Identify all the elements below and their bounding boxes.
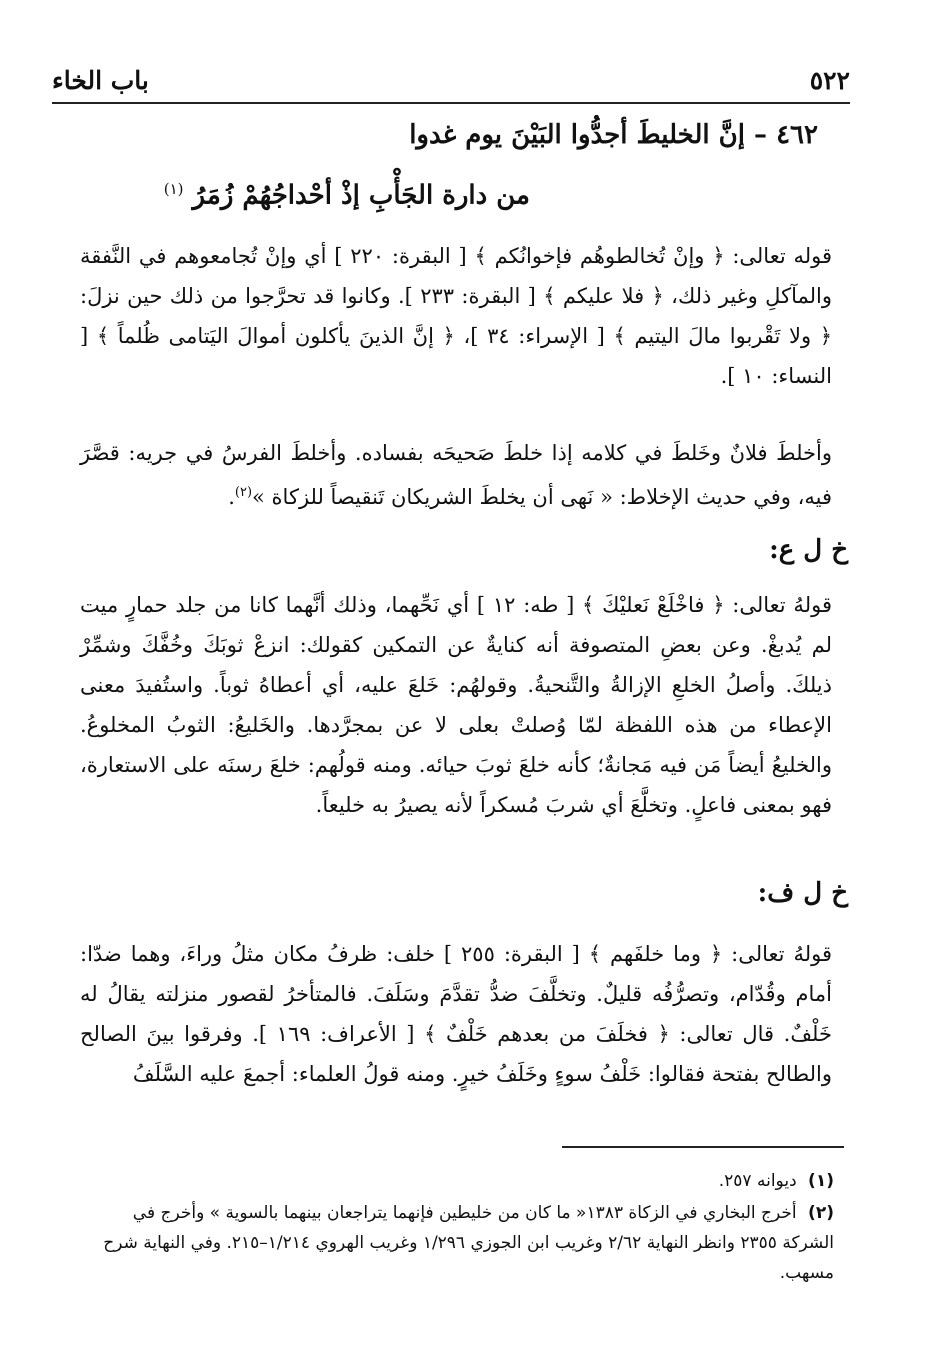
footnote-number: (١): [808, 1171, 834, 1191]
paragraph-3: قولهُ تعالى: ﴿ فاخْلَعْ نَعليْكَ ﴾ [ طه: ١٢ ] أي نَحِّهما، وذلك أنَّهما كانا من جلد حمارٍ ميت لم يُدبغْ. وعن بعضِ المتصوفة أنه كنايةٌ عن التمكين كقولك: انزعْ ثوبَكَ وخُفَّكَ وشمِّرْ ذيلكَ. وأصلُ الخلعِ الإزالةُ والتَّنحيةُ. وقولهُم: خَلعَ عليه، أي أعطاهُ ثوباً. واستُفيدَ معنى الإعطاء من هذه اللفظة لمّا وُصلتْ بعلى لا عن بمجرَّدها. والخَليعُ: الثوبُ المخلوعُ. والخليعُ أيضاً مَن فيه مَجانةٌ؛ كأنه خلعَ ثوبَ حيائه. ومنه قولُهم: خلعَ رسنَه على الاستعارة، فهو بمعنى فاعلٍ. وتخلَّعَ أي شربَ مُسكراً لأنه يصيرُ به خليعاً.: [80, 593, 832, 817]
verse-line-1: ٤٦٢ – إنَّ الخليطَ أجدُّوا البَيْنَ يوم غدوا: [409, 120, 818, 150]
footnote-marker: (١): [163, 180, 184, 198]
paragraph-4: قولهُ تعالى: ﴿ وما خلفَهم ﴾ [ البقرة: ٢٥٥ ] خلف: ظرفُ مكان مثلُ وراءَ، وهما ضدّا: أمام وقُدّام، وتصرُّفُه قليلٌ. وتخلَّفَ ضدُّ تقدَّمَ وسَلَفَ. فالمتأخرُ لقصور منزلته يقالُ له خَلْفٌ. قال تعالى: ﴿ فخلَفَ من بعدهم خَلْفٌ ﴾ [ الأعراف: ١٦٩ ]. وفرقوا بينَ الصالح والطالح بفتحة فقالوا: خَلْفُ سوءٍ وخَلَفُ خيرٍ. ومنه قولُ العلماء: أجمعَ عليه السَّلَفُ: [80, 942, 832, 1086]
footnotes: [100, 1166, 834, 1290]
section-heading-khlaa: خ ل ع:: [769, 535, 848, 565]
section-heading-khlf: خ ل ف:: [757, 878, 848, 908]
page-number: ٥٢٢: [809, 65, 850, 95]
chapter-title: باب الخاء: [52, 65, 149, 95]
paragraph-2: وأخلطَ فلانٌ وخَلطَ في كلامه إذا خلطَ صَحيحَه بفساده. وأخلطَ الفرسُ في جريه: قصَّرَ فيه، وفي حديث الإخلاط: « نَهى أن يخلطَ الشريكان تَنقيصاً للزكاة »$^{(٢)}$.: [80, 441, 832, 509]
footnote-text: أخرج البخاري في الزكاة ١٣٨٣« ما كان من خليطين فإنهما يتراجعان بينهما بالسوية » وأخرج في الشركة ٢٣٥٥ وانظر النهاية ٢/٦٢ وغريب ابن الجوزي ١/٢٩٦ وغريب الهروي ١/٢١٤–٢١٥. وفي النهاية شرح مسهب.: [103, 1203, 834, 1283]
paragraph-1: قوله تعالى: ﴿ وإنْ تُخالطوهُم فإخوانُكم ﴾ [ البقرة: ٢٢٠ ] أي وإنْ تُجامعوهم في النَّفقة والمآكلِ وغير ذلك، ﴿ فلا عليكم ﴾ [ البقرة: ٢٣٣ ]. وكانوا قد تحرَّجوا من ذلك حين نزلَ: ﴿ ولا تَقْربوا مالَ اليتيم ﴾ [ الإسراء: ٣٤ ]، ﴿ إنَّ الذينَ يأكلون أموالَ اليَتامى ظُلماً ﴾ [ النساء: ١٠ ].: [80, 244, 833, 388]
footnote-marker: (٢): [234, 485, 253, 500]
footnote-divider: [562, 1146, 844, 1148]
footnote-text: ديوانه ٢٥٧.: [718, 1171, 797, 1191]
verse-line-2: من دارة الجَأْبِ إذْ أحْداجُهُمْ زُمَرُ $^{(١)}$: [163, 180, 530, 211]
page-header: [52, 58, 850, 104]
footnote-item: [100, 1198, 834, 1288]
footnote-item: [100, 1166, 834, 1196]
footnote-number: (٢): [808, 1203, 834, 1223]
